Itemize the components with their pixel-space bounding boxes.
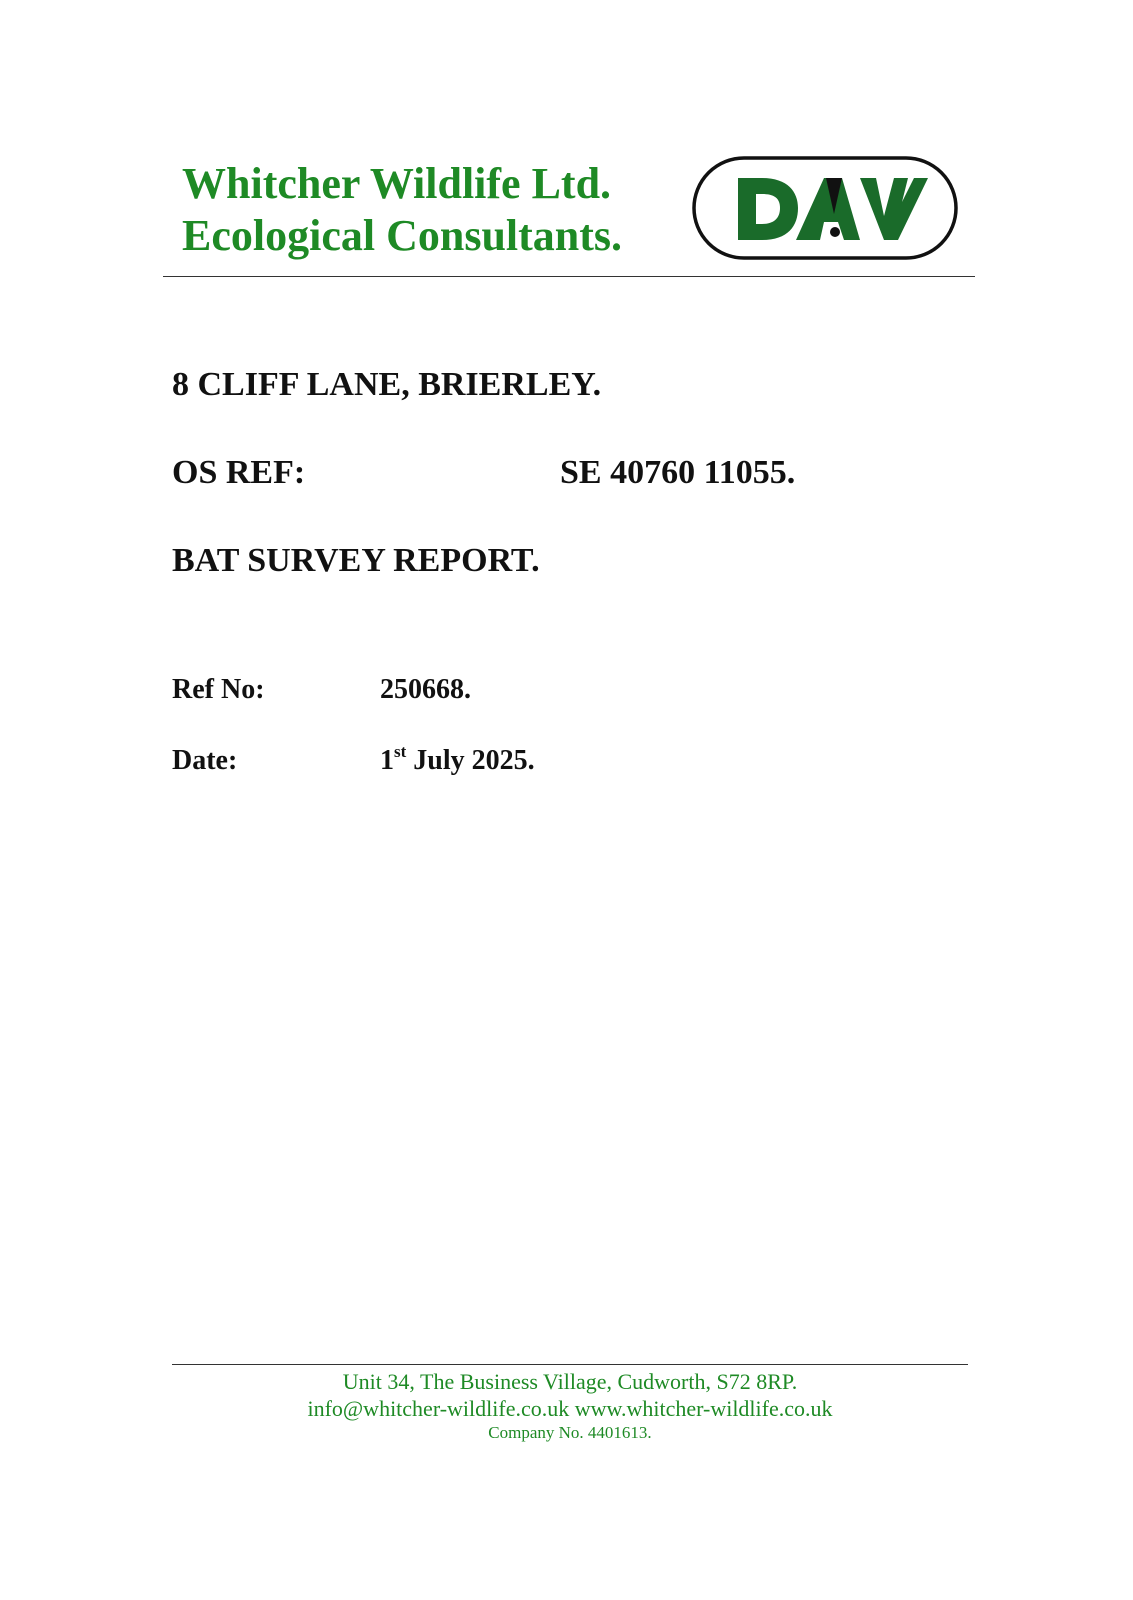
- footer-company-number: Company No. 4401613.: [488, 1423, 652, 1442]
- ref-row: [172, 673, 471, 707]
- footer-contact: info@whitcher-wildlife.co.uk www.whitcher-wildlife.co.uk: [307, 1396, 833, 1421]
- company-name: Whitcher Wildlife Ltd.: [182, 159, 612, 208]
- ref-value: 250668.: [380, 674, 471, 705]
- os-ref-label: OS REF:: [172, 454, 306, 491]
- os-ref-value: SE 40760 11055.: [560, 454, 796, 491]
- date-label: Date:: [172, 745, 238, 776]
- company-tagline: Ecological Consultants.: [182, 211, 623, 260]
- header-divider: [163, 276, 975, 277]
- page-footer: [172, 1368, 968, 1444]
- footer-divider: [172, 1364, 968, 1365]
- footer-address: Unit 34, The Business Village, Cudworth, S72 8RP.: [342, 1369, 798, 1394]
- date-month-year: July 2025.: [406, 745, 535, 776]
- date-day: 1: [380, 745, 394, 776]
- ref-label: Ref No:: [172, 674, 265, 705]
- date-suffix: st: [394, 742, 407, 761]
- date-row: [172, 742, 535, 778]
- report-title: BAT SURVEY REPORT.: [172, 542, 540, 579]
- daw-logo: [692, 156, 958, 260]
- site-address: 8 CLIFF LANE, BRIERLEY.: [172, 366, 602, 403]
- date-value: [380, 744, 535, 778]
- company-letterhead: [182, 158, 622, 262]
- os-reference: [172, 453, 796, 493]
